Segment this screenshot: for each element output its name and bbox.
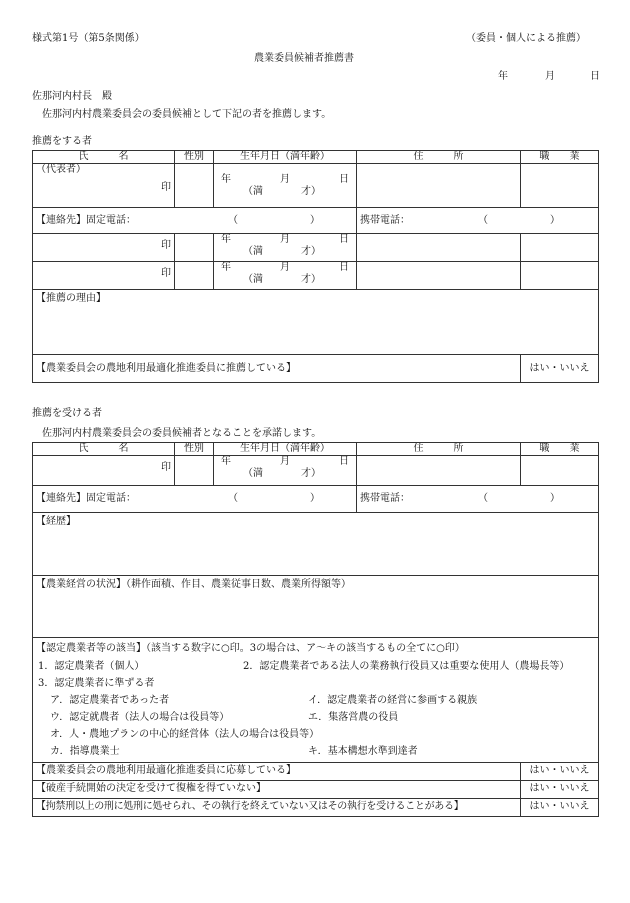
seal-mark: 印	[161, 182, 171, 193]
certification-heading: 【認定農業者等の該当】（該当する数字に○印。3の場合は、ア～キの該当するもの全てに○印）	[36, 643, 465, 654]
col-birth: 生年月日（満年齢）	[214, 151, 357, 164]
sex-cell[interactable]	[175, 234, 214, 262]
cert-item-3[interactable]: 3．認定農業者に準ずる者	[38, 677, 155, 689]
nominee-section-title: 推薦を受ける者	[32, 408, 102, 419]
age-close: 才）	[301, 468, 321, 479]
age-open: （満	[243, 468, 263, 479]
job-cell[interactable]	[521, 164, 599, 208]
job-cell[interactable]	[521, 234, 599, 262]
col-name: 氏 名	[33, 443, 175, 456]
birth-month: 月	[280, 456, 290, 467]
member-row	[33, 262, 599, 290]
col-address: 住 所	[357, 151, 521, 164]
farming-cell[interactable]	[33, 576, 599, 638]
page-title: 農業委員候補者推薦書	[254, 53, 354, 64]
birth-month: 月	[280, 174, 290, 185]
age-open: （満	[243, 274, 263, 285]
intro-text: 佐那河内村農業委員会の委員候補として下記の者を推薦します。	[42, 109, 332, 120]
optimization-answer[interactable]: はい・いいえ	[521, 355, 599, 383]
job-cell[interactable]	[521, 262, 599, 290]
form-number: 様式第1号（第5条関係）	[32, 33, 145, 44]
cert-item-u[interactable]: ウ．認定就農者（法人の場合は役員等）	[50, 711, 230, 723]
landline-label: 【連絡先】固定電話：	[36, 493, 136, 504]
age-open: （満	[243, 186, 263, 197]
seal-mark: 印	[161, 462, 171, 473]
birth-day: 日	[339, 174, 349, 185]
career-cell[interactable]	[33, 513, 599, 576]
col-sex: 性別	[175, 151, 214, 164]
cert-item-ka[interactable]: カ．指導農業士	[50, 745, 120, 757]
landline-paren-open: （	[228, 493, 238, 504]
landline-paren-open: （	[228, 214, 238, 226]
seal-mark: 印	[161, 268, 171, 279]
sex-cell[interactable]	[175, 456, 214, 486]
reason-cell[interactable]	[33, 290, 599, 355]
birth-cell[interactable]	[214, 164, 357, 208]
answer-optimization-applied[interactable]: はい・いいえ	[521, 762, 599, 780]
birth-year: 年	[221, 456, 231, 467]
landline-label: 【連絡先】固定電話：	[36, 214, 136, 226]
mobile-paren-open: （	[478, 214, 488, 226]
addressee: 佐那河内村長 殿	[32, 91, 112, 102]
recommender-table	[32, 150, 599, 383]
date-month-label: 月	[545, 71, 555, 82]
nominee-name-cell[interactable]	[33, 456, 175, 486]
optimization-question: 【農業委員会の農地利用最適化推進委員に推薦している】	[33, 355, 521, 383]
reason-label: 【推薦の理由】	[36, 293, 106, 304]
address-cell[interactable]	[357, 262, 521, 290]
member-name-cell[interactable]	[33, 262, 175, 290]
cert-item-a[interactable]: ア．認定農業者であった者	[50, 694, 170, 706]
cert-item-1[interactable]: 1．認定農業者（個人）	[38, 660, 145, 672]
landline-paren-close: ）	[310, 214, 320, 226]
job-cell[interactable]	[521, 456, 599, 486]
landline-cell[interactable]	[33, 208, 357, 234]
nominee-table	[32, 442, 599, 817]
seal-mark: 印	[161, 240, 171, 251]
col-job: 職 業	[521, 151, 599, 164]
sex-cell[interactable]	[175, 262, 214, 290]
birth-cell[interactable]	[214, 234, 357, 262]
birth-year: 年	[221, 174, 231, 185]
birth-day: 日	[339, 456, 349, 467]
age-close: 才）	[301, 274, 321, 285]
mobile-paren-close: ）	[550, 493, 560, 504]
col-sex: 性別	[175, 443, 214, 456]
date-day-label: 日	[590, 71, 600, 82]
birth-day: 日	[339, 234, 349, 245]
birth-year: 年	[221, 234, 231, 245]
col-name: 氏 名	[33, 151, 175, 164]
certification-cell[interactable]	[33, 638, 599, 763]
consent-text: 佐那河内村農業委員会の委員候補者となることを承諾します。	[42, 428, 322, 439]
birth-day: 日	[339, 262, 349, 273]
question-bankruptcy: 【破産手続開始の決定を受けて復権を得ていない】	[33, 780, 521, 798]
mobile-label: 携帯電話：	[360, 214, 410, 226]
answer-criminal[interactable]: はい・いいえ	[521, 798, 599, 816]
form-category: （委員・個人による推薦）	[466, 33, 586, 44]
birth-month: 月	[280, 234, 290, 245]
birth-year: 年	[221, 262, 231, 273]
cert-item-o[interactable]: オ．人・農地プランの中心的経営体（法人の場合は役員等）	[50, 728, 320, 740]
col-birth: 生年月日（満年齢）	[214, 443, 357, 456]
birth-cell[interactable]	[214, 456, 357, 486]
cert-item-ki[interactable]: キ．基本構想水準到達者	[308, 745, 418, 757]
mobile-cell[interactable]	[357, 486, 599, 513]
age-close: 才）	[301, 246, 321, 257]
age-close: 才）	[301, 186, 321, 197]
nominee-row	[33, 456, 599, 486]
birth-month: 月	[280, 262, 290, 273]
recommender-section-title: 推薦をする者	[32, 136, 92, 147]
mobile-cell[interactable]	[357, 208, 599, 234]
birth-cell[interactable]	[214, 262, 357, 290]
address-cell[interactable]	[357, 234, 521, 262]
landline-cell[interactable]	[33, 486, 357, 513]
question-criminal: 【拘禁刑以上の刑に処刑に処せられ、その執行を終えていない又はその執行を受けることがある】	[33, 798, 521, 816]
answer-bankruptcy[interactable]: はい・いいえ	[521, 780, 599, 798]
col-job: 職 業	[521, 443, 599, 456]
mobile-paren-open: （	[478, 493, 488, 504]
career-label: 【経歴】	[36, 516, 76, 527]
member-name-cell[interactable]	[33, 234, 175, 262]
age-open: （満	[243, 246, 263, 257]
question-optimization-applied: 【農業委員会の農地利用最適化推進委員に応募している】	[33, 762, 521, 780]
farming-label: 【農業経営の状況】（耕作面積、作目、農業従事日数、農業所得額等）	[36, 579, 351, 590]
cert-item-i[interactable]: イ．認定農業者の経営に参画する親族	[308, 694, 478, 706]
mobile-paren-close: ）	[550, 214, 560, 226]
col-address: 住 所	[357, 443, 521, 456]
member-row	[33, 234, 599, 262]
representative-name-cell[interactable]	[33, 164, 175, 208]
address-cell[interactable]	[357, 456, 521, 486]
representative-label: （代表者）	[36, 164, 86, 175]
cert-item-2[interactable]: 2．認定農業者である法人の業務執行役員又は重要な使用人（農場長等）	[243, 660, 570, 672]
landline-paren-close: ）	[310, 493, 320, 504]
address-cell[interactable]	[357, 164, 521, 208]
sex-cell[interactable]	[175, 164, 214, 208]
cert-item-e[interactable]: エ．集落営農の役員	[308, 711, 399, 723]
mobile-label: 携帯電話：	[360, 493, 410, 504]
representative-row	[33, 164, 599, 208]
date-year-label: 年	[498, 71, 508, 82]
